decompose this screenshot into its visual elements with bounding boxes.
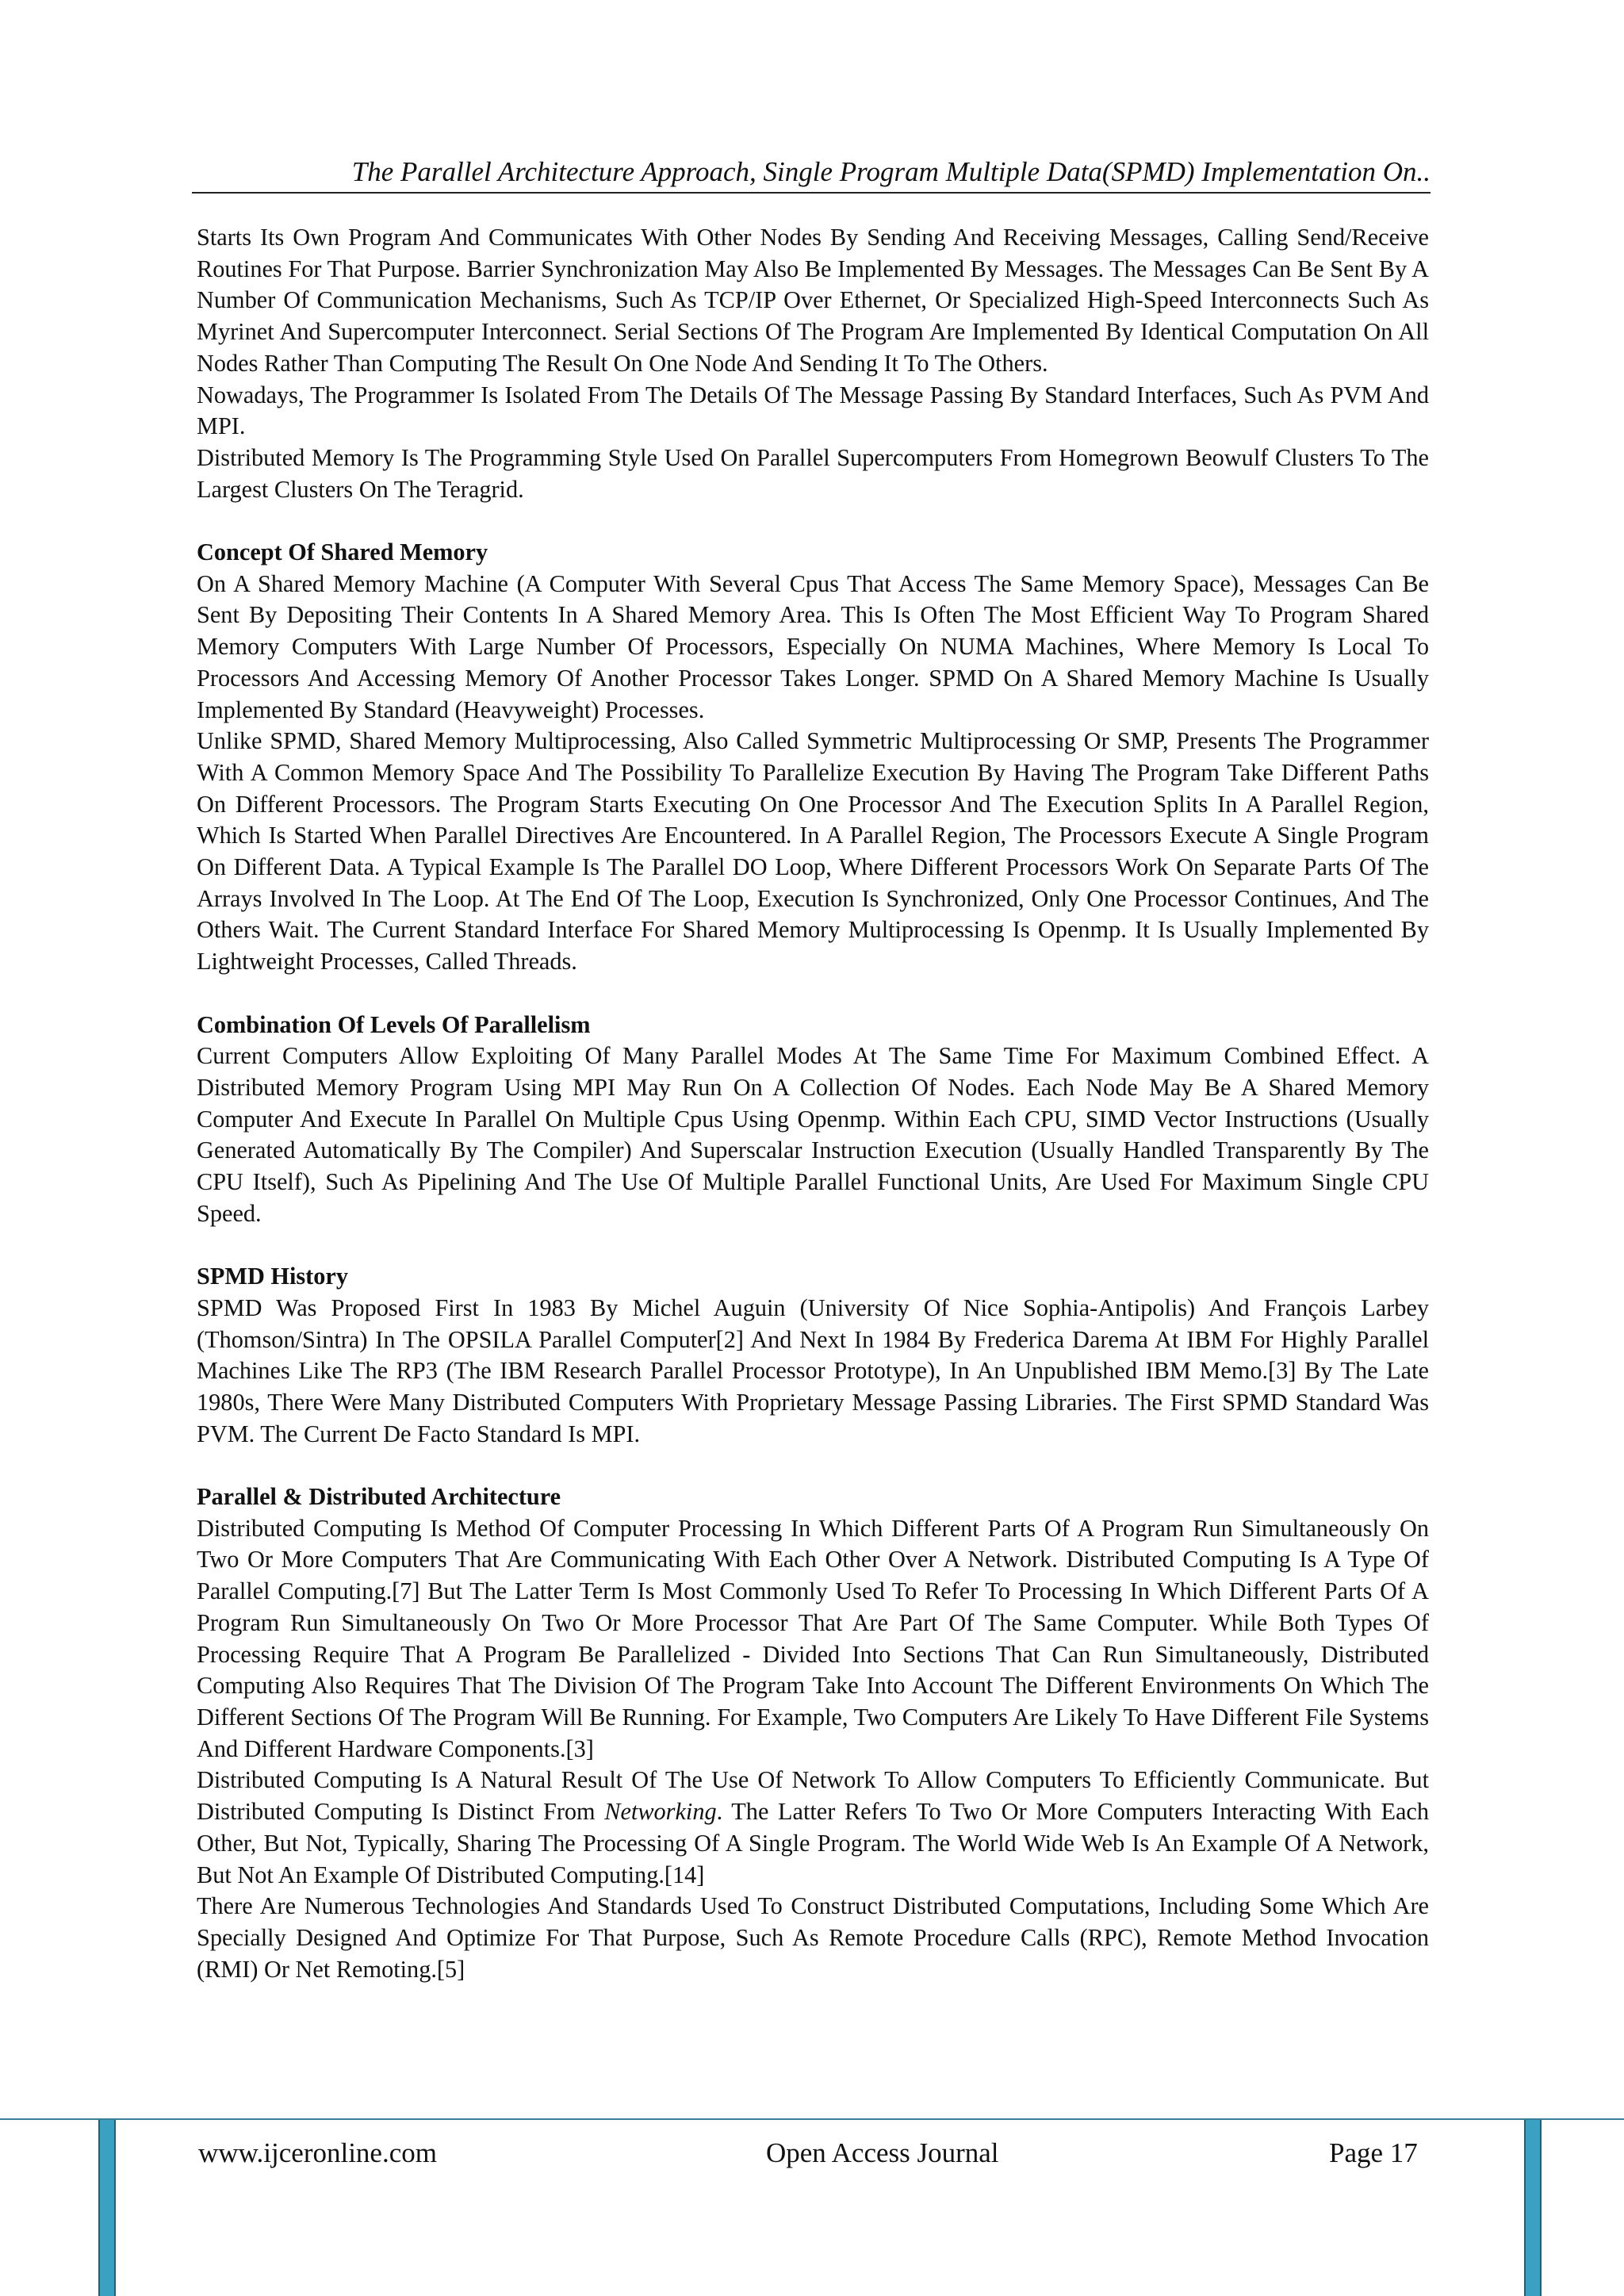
paragraph: [197, 1765, 1429, 1891]
section-heading-shared-memory: Concept Of Shared Memory: [197, 539, 488, 566]
footer-bar-left: [98, 2120, 116, 2296]
emphasis: Networking: [604, 1798, 717, 1826]
section-heading-combination: Combination Of Levels Of Parallelism: [197, 1010, 591, 1038]
paragraph: Current Computers Allow Exploiting Of Many Parallel Modes At The Same Time For Maximum Combined Effect. A Distributed Memory Program Using MPI May Run On A Collection Of Nodes. Each Node May Be A Shared Memory Computer And Execute In Parallel On Multiple Cpus Using Openmp. Within Each CPU, SIMD Vector Instructions (Usually Generated Automatically By The Compiler) And Superscalar Instruction Execution (Usually Handled Transparently By The CPU Itself), Such As Pipelining And The Use Of Multiple Parallel Functional Units, Are Used For Maximum Single CPU Speed.: [197, 1042, 1429, 1227]
paragraph: Distributed Memory Is The Programming Style Used On Parallel Supercomputers From Homegrown Beowulf Clusters To The Largest Clusters On The Teragrid.: [197, 443, 1429, 503]
article-body: [197, 222, 1429, 1985]
paragraph: Distributed Computing Is Method Of Computer Processing In Which Different Parts Of A Program Run Simultaneously On Two Or More Computers That Are Communicating With Each Other Over A Network. Distributed Computing Is A Type Of Parallel Computing.[7] But The Latter Term Is Most Commonly Used To Refer To Processing In Which Different Parts Of A Program Run Simultaneously On Two Or More Processor That Are Part Of The Same Computer. While Both Types Of Processing Require That A Program Be Parallelized - Divided Into Sections That Can Run Simultaneously, Distributed Computing Also Requires That The Division Of The Program Take Into Account The Different Environments On Which The Different Sections Of The Program Will Be Running. For Example, Two Computers Are Likely To Have Different File Systems And Different Hardware Components.[3]: [197, 1514, 1429, 1762]
footer-rule: [0, 2118, 1624, 2120]
section-heading-history: SPMD History: [197, 1263, 349, 1290]
header-title: The Parallel Architecture Approach, Single Program Multiple Data(SPMD) Implementation On..: [351, 156, 1431, 187]
section-heading-architecture: Parallel & Distributed Architecture: [197, 1483, 561, 1511]
text-run: . The Latter Refers To Two Or More Computers Interacting With Each Other, But Not, Typically, Sharing The Processing Of A Single Program. The World Wide Web Is An Example Of A Network, But Not An Example Of Distributed Computing.[14]: [197, 1798, 1429, 1888]
paragraph: On A Shared Memory Machine (A Computer With Several Cpus That Access The Same Memory Space), Messages Can Be Sent By Depositing Their Contents In A Shared Memory Area. This Is Often The Most Efficient Way To Program Shared Memory Computers With Large Number Of Processors, Especially On NUMA Machines, Where Memory Is Local To Processors And Accessing Memory Of Another Processor Takes Longer. SPMD On A Shared Memory Machine Is Usually Implemented By Standard (Heavyweight) Processes.: [197, 569, 1429, 723]
footer-bar-right: [1524, 2120, 1542, 2296]
paragraph: Nowadays, The Programmer Is Isolated From The Details Of The Message Passing By Standard Interfaces, Such As PVM And MPI.: [197, 381, 1429, 440]
footer-journal: Open Access Journal: [766, 2137, 999, 2168]
paragraph: SPMD Was Proposed First In 1983 By Michel Auguin (University Of Nice Sophia-Antipolis) And François Larbey (Thomson/Sintra) In The OPSILA Parallel Computer[2] And Next In 1984 By Frederica Darema At IBM For Highly Parallel Machines Like The RP3 (The IBM Research Parallel Processor Prototype), In An Unpublished IBM Memo.[3] By The Late 1980s, There Were Many Distributed Computers With Proprietary Message Passing Libraries. The First SPMD Standard Was PVM. The Current De Facto Standard Is MPI.: [197, 1294, 1429, 1447]
text-run: Distributed Computing Is A Natural Result Of The Use Of Network To Allow Computers To Efficiently Communicate. But Distributed Computing Is Distinct From: [197, 1766, 1429, 1826]
footer-page-number: Page 17: [1329, 2137, 1418, 2168]
paragraph: Starts Its Own Program And Communicates With Other Nodes By Sending And Receiving Messages, Calling Send/Receive Routines For That Purpose. Barrier Synchronization May Also Be Implemented By Messages. The Messages Can Be Sent By A Number Of Communication Mechanisms, Such As TCP/IP Over Ethernet, Or Specialized High-Speed Interconnects Such As Myrinet And Supercomputer Interconnect. Serial Sections Of The Program Are Implemented By Identical Computation On All Nodes Rather Than Computing The Result On One Node And Sending It To The Others.: [197, 224, 1429, 377]
running-header: [192, 155, 1431, 194]
footer-website: www.ijceronline.com: [198, 2137, 437, 2168]
paragraph: There Are Numerous Technologies And Standards Used To Construct Distributed Computations, Including Some Which Are Specially Designed And Optimize For That Purpose, Such As Remote Procedure Calls (RPC), Remote Method Invocation (RMI) Or Net Remoting.[5]: [197, 1892, 1429, 1983]
paragraph: Unlike SPMD, Shared Memory Multiprocessing, Also Called Symmetric Multiprocessing Or SMP, Presents The Programmer With A Common Memory Space And The Possibility To Parallelize Execution By Having The Program Take Different Paths On Different Processors. The Program Starts Executing On One Processor And The Execution Splits In A Parallel Region, Which Is Started When Parallel Directives Are Encountered. In A Parallel Region, The Processors Execute A Single Program On Different Data. A Typical Example Is The Parallel DO Loop, Where Different Processors Work On Separate Parts Of The Arrays Involved In The Loop. At The End Of The Loop, Execution Is Synchronized, Only One Processor Continues, And The Others Wait. The Current Standard Interface For Shared Memory Multiprocessing Is Openmp. It Is Usually Implemented By Lightweight Processes, Called Threads.: [197, 727, 1429, 976]
